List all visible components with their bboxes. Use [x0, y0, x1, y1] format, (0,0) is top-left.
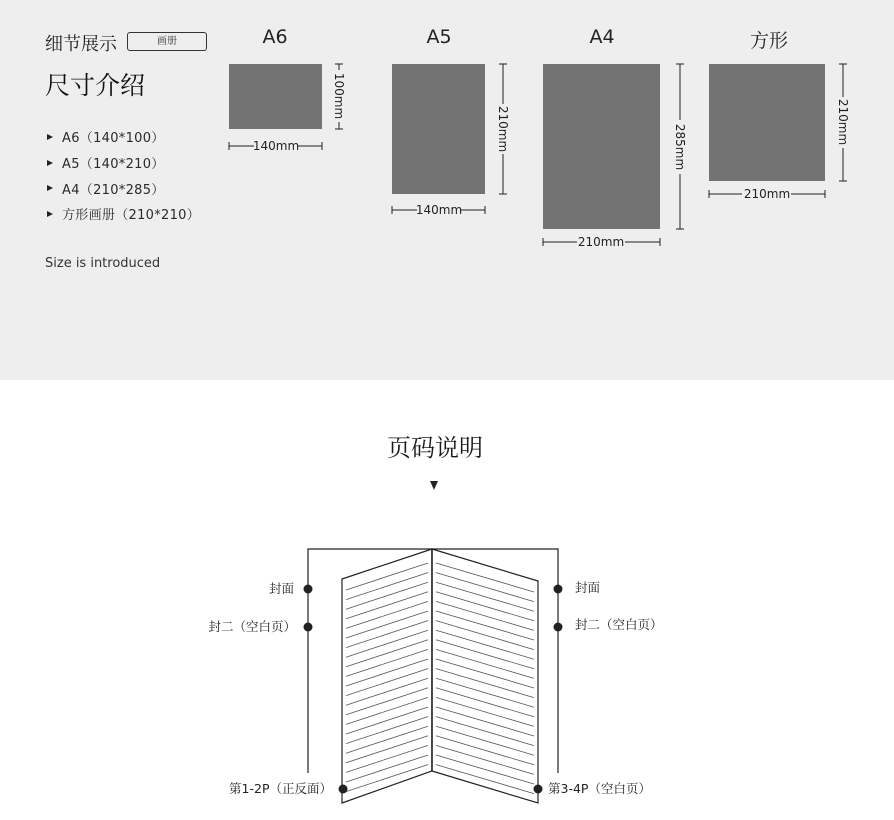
list-item-label: A5（140*210） [62, 157, 165, 173]
page-section-title: 页码说明 [387, 434, 483, 462]
size-caption: Size is introduced [45, 256, 161, 271]
dimension-label-a6-width: 140mm [252, 139, 300, 153]
format-label-square: 方形 [749, 30, 788, 52]
dimension-label-a6-height: 100mm [332, 72, 346, 120]
callout-left-inner: 封二（空白页） [208, 619, 296, 634]
callout-right-cover: 封面 [575, 580, 601, 595]
size-section-title: 尺寸介绍 [45, 71, 146, 100]
list-item-label: 方形画册（210*210） [62, 208, 201, 224]
list-item-label: A4（210*285） [62, 182, 165, 198]
dimension-label-a4-height: 285mm [673, 123, 687, 171]
callout-dot-left-cover [304, 585, 313, 594]
list-item-label: A6（140*100） [62, 131, 165, 147]
format-label-a5: A5 [426, 26, 452, 48]
dimension-label-a5-width: 140mm [415, 203, 463, 217]
callout-left-cover: 封面 [268, 581, 294, 596]
dimension-label-a5-height: 210mm [496, 105, 510, 153]
callout-dot-right-cover [554, 585, 563, 594]
format-label-a6: A6 [262, 26, 288, 48]
category-badge: 画册 [127, 32, 207, 51]
header-title: 细节展示 [45, 34, 117, 55]
callout-dot-right-inner [554, 623, 563, 632]
dimension-label-square-width: 210mm [743, 187, 791, 201]
dimension-label-a4-width: 210mm [577, 235, 625, 249]
callout-dot-left-inner [304, 623, 313, 632]
callout-dot-left-bottom [339, 785, 348, 794]
format-label-a4: A4 [589, 26, 615, 48]
callout-left-bottom: 第1-2P（正反面） [229, 781, 332, 796]
callout-dot-right-bottom [534, 785, 543, 794]
callout-right-bottom: 第3-4P（空白页） [548, 781, 651, 796]
callout-right-inner: 封二（空白页） [575, 617, 663, 632]
dimension-label-square-height: 210mm [836, 98, 850, 146]
